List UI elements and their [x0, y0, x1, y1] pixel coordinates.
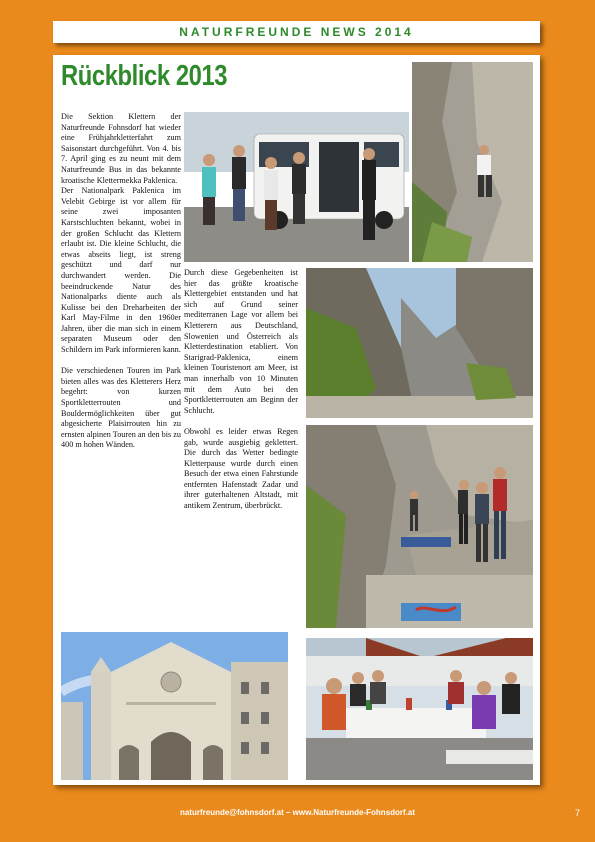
text-column-2	[184, 268, 298, 522]
banner-title: NATURFREUNDE NEWS 2014	[179, 25, 414, 39]
photo-canyon	[306, 268, 533, 418]
photo-group-bus	[184, 112, 409, 262]
footer-contact: naturfreunde@fohnsdorf.at – www.Naturfreunde-Fohnsdorf.at	[179, 808, 416, 817]
paragraph: Die verschiedenen Touren im Park bieten alles was des Kletterers Herz begehrt: von kurzen Sportkletterrouten und Bouldermöglichkeiten über gut abgesicherte Plaisirrouten hin zu ernsten alpinen Touren an den bis zu 400 m hohen Wänden.	[61, 366, 181, 450]
text-column-1	[61, 112, 181, 462]
photo-zadar-cathedral	[61, 632, 288, 780]
paragraph: Obwohl es leider etwas Regen gab, wurde ausgiebig geklettert. Die durch das Wetter bedingte Kletterpause wurde durch einen Besuch der etwa einen Fahrstunde entfernten Hafenstadt Zadar und ihrer guterhaltenen Altstadt, mit antikem Zentrum, überbrückt.	[184, 426, 298, 511]
page-number: 7	[575, 808, 581, 818]
header-banner	[53, 21, 540, 43]
photo-group-table	[306, 638, 533, 780]
paragraph: Der Nationalpark Paklenica im Velebit Gebirge ist vor allem für seine zwei imposanten Karstschluchten bekannt, wobei in der großen Schlucht das Klettern erlaubt ist. Die kleine Schlucht, die etwas abseits liegt, ist streng geschützt und darf nur durchwandert werden. Die beeindruckende Natur des Nationalparks diente auch als Kulisse bei den Dreharbeiten der Karl May-Filme in den 1960er Jahren, über die man sich in einem separaten Museum oder den Schildern im Park informieren kann.	[61, 186, 181, 355]
paragraph: Die Sektion Klettern der Naturfreunde Fohnsdorf hat wieder eine Frühjahrkletterfahrt zum Saisonstart durchgeführt. Von 4. bis 7. April ging es zu neunt mit dem Naturfreunde Bus in das bekannte kroatische Klettermekka Paklenica.	[61, 112, 181, 185]
photo-climber-cliff	[412, 62, 533, 262]
photo-climbers-wall	[306, 425, 533, 628]
article-title: Rückblick 2013	[61, 60, 228, 92]
paragraph: Durch diese Gegebenheiten ist hier das größte kroatische Klettergebiet entstanden und hat sich auf Grund seiner mediterranen Lage vor allem bei Kletterern aus Deutschland, Slowenien und Österreich als Kletterdestination etabliert. Von Starigrad-Paklenica, einem kleinen Touristenort am Meer, ist man innerhalb von 10 Minuten mit dem Auto bei den Sportkletterrouten am Beginn der Schlucht.	[184, 268, 298, 415]
